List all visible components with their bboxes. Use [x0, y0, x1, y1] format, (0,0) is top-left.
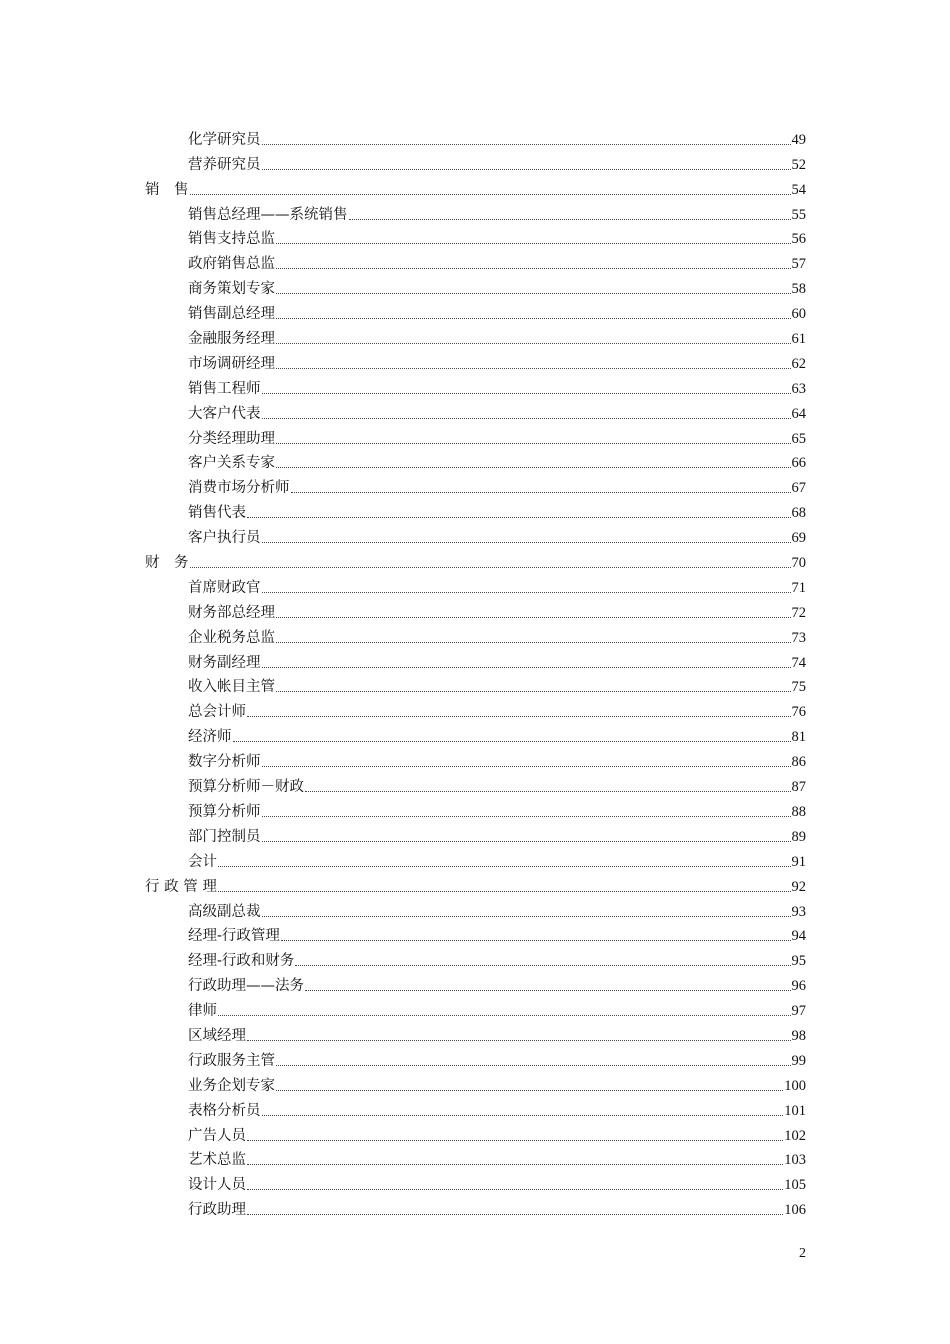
- toc-entry[interactable]: [0, 1194, 806, 1219]
- toc-dot-leader: [262, 542, 791, 543]
- toc-entry-page: 97: [791, 1003, 806, 1020]
- toc-entry-page: 95: [791, 953, 806, 970]
- toc-dot-leader: [276, 318, 791, 319]
- toc-entry[interactable]: [0, 522, 806, 547]
- toc-entry[interactable]: [0, 373, 806, 398]
- toc-entry-label: 业务企划专家: [188, 1077, 275, 1094]
- toc-dot-leader: [276, 343, 791, 344]
- toc-entry[interactable]: [0, 1120, 806, 1145]
- toc-entry-page: 92: [791, 878, 806, 895]
- toc-entry-label: 部门控制员: [188, 828, 261, 845]
- toc-entry-page: 61: [791, 331, 806, 348]
- toc-entry-page: 71: [791, 579, 806, 596]
- toc-entry[interactable]: [0, 945, 806, 970]
- toc-entry[interactable]: [0, 1169, 806, 1194]
- toc-entry[interactable]: [0, 995, 806, 1020]
- toc-entry[interactable]: [0, 348, 806, 373]
- toc-entry-label: 经理-行政和财务: [188, 953, 295, 970]
- toc-dot-leader: [247, 1189, 783, 1190]
- toc-entry-page: 70: [791, 555, 806, 572]
- toc-entry-page: 88: [791, 803, 806, 820]
- toc-entry-page: 75: [791, 679, 806, 696]
- toc-entry-page: 87: [791, 779, 806, 796]
- toc-entry-page: 103: [784, 1152, 806, 1169]
- toc-entry[interactable]: [0, 846, 806, 871]
- toc-entry[interactable]: [0, 771, 806, 796]
- toc-entry-label: 行政助理——法务: [188, 978, 304, 995]
- toc-entry[interactable]: [0, 647, 806, 672]
- toc-entry-page: 66: [791, 455, 806, 472]
- toc-entry[interactable]: [0, 298, 806, 323]
- toc-entry-label: 客户执行员: [188, 530, 261, 547]
- toc-dot-leader: [247, 1040, 791, 1041]
- toc-entry[interactable]: [0, 672, 806, 697]
- toc-dot-leader: [291, 492, 791, 493]
- toc-entry-page: 64: [791, 405, 806, 422]
- toc-dot-leader: [262, 393, 791, 394]
- toc-dot-leader: [247, 716, 791, 717]
- toc-entry-page: 52: [791, 156, 806, 173]
- toc-entry[interactable]: [0, 1095, 806, 1120]
- toc-entry[interactable]: [0, 796, 806, 821]
- toc-section-heading[interactable]: [0, 547, 806, 572]
- toc-dot-leader: [276, 1065, 791, 1066]
- toc-dot-leader: [190, 194, 791, 195]
- toc-entry-page: 96: [791, 978, 806, 995]
- toc-entry-label: 设计人员: [188, 1177, 246, 1194]
- toc-entry-label: 数字分析师: [188, 754, 261, 771]
- toc-entry-page: 65: [791, 430, 806, 447]
- toc-dot-leader: [262, 169, 791, 170]
- toc-entry-page: 81: [791, 729, 806, 746]
- toc-dot-leader: [218, 891, 791, 892]
- toc-entry-label: 财 务: [145, 555, 189, 572]
- toc-entry-label: 律师: [188, 1003, 217, 1020]
- toc-entry[interactable]: [0, 1070, 806, 1095]
- toc-entry-page: 56: [791, 231, 806, 248]
- toc-entry-page: 57: [791, 256, 806, 273]
- toc-dot-leader: [262, 816, 791, 817]
- toc-dot-leader: [262, 418, 791, 419]
- toc-entry[interactable]: [0, 224, 806, 249]
- toc-entry[interactable]: [0, 1020, 806, 1045]
- toc-entry-label: 市场调研经理: [188, 355, 275, 372]
- toc-dot-leader: [276, 243, 791, 244]
- toc-dot-leader: [276, 268, 791, 269]
- toc-entry-page: 106: [784, 1202, 806, 1219]
- toc-entry-page: 72: [791, 604, 806, 621]
- toc-entry-label: 会计: [188, 853, 217, 870]
- toc-dot-leader: [349, 219, 791, 220]
- toc-entry-label: 财务副经理: [188, 654, 261, 671]
- toc-entry-label: 区域经理: [188, 1027, 246, 1044]
- table-of-contents: [0, 124, 950, 1219]
- toc-entry-label: 财务部总经理: [188, 604, 275, 621]
- toc-entry-label: 广告人员: [188, 1127, 246, 1144]
- toc-entry-label: 企业税务总监: [188, 629, 275, 646]
- toc-entry[interactable]: [0, 149, 806, 174]
- toc-entry[interactable]: [0, 248, 806, 273]
- toc-entry[interactable]: [0, 921, 806, 946]
- toc-dot-leader: [190, 567, 791, 568]
- toc-entry-page: 101: [784, 1102, 806, 1119]
- toc-entry-label: 政府销售总监: [188, 256, 275, 273]
- toc-entry-label: 表格分析员: [188, 1102, 261, 1119]
- toc-entry-page: 67: [791, 480, 806, 497]
- toc-entry[interactable]: [0, 323, 806, 348]
- page-number: 2: [799, 1246, 806, 1261]
- toc-entry-page: 74: [791, 654, 806, 671]
- toc-entry-label: 营养研究员: [188, 156, 261, 173]
- toc-entry[interactable]: [0, 398, 806, 423]
- toc-entry-page: 63: [791, 380, 806, 397]
- toc-dot-leader: [305, 990, 791, 991]
- toc-dot-leader: [276, 691, 791, 692]
- toc-entry[interactable]: [0, 746, 806, 771]
- toc-dot-leader: [262, 841, 791, 842]
- toc-dot-leader: [262, 592, 791, 593]
- toc-entry-label: 首席财政官: [188, 579, 261, 596]
- toc-entry-page: 91: [791, 853, 806, 870]
- toc-entry-page: 58: [791, 281, 806, 298]
- toc-entry-page: 98: [791, 1027, 806, 1044]
- toc-entry-label: 大客户代表: [188, 405, 261, 422]
- toc-list: [0, 124, 806, 1219]
- toc-entry-label: 行 政 管 理: [145, 878, 217, 895]
- toc-entry-page: 68: [791, 505, 806, 522]
- toc-section-heading[interactable]: [0, 174, 806, 199]
- toc-dot-leader: [262, 144, 791, 145]
- toc-dot-leader: [247, 1214, 783, 1215]
- toc-entry-label: 总会计师: [188, 704, 246, 721]
- toc-entry[interactable]: [0, 273, 806, 298]
- toc-dot-leader: [276, 467, 791, 468]
- toc-entry[interactable]: [0, 199, 806, 224]
- toc-entry-label: 销售支持总监: [188, 231, 275, 248]
- toc-dot-leader: [247, 1140, 783, 1141]
- toc-entry[interactable]: [0, 1145, 806, 1170]
- toc-entry[interactable]: [0, 896, 806, 921]
- toc-entry-label: 化学研究员: [188, 131, 261, 148]
- toc-entry-label: 经理-行政管理: [188, 928, 280, 945]
- toc-entry-label: 行政助理: [188, 1202, 246, 1219]
- toc-entry-page: 60: [791, 306, 806, 323]
- toc-section-heading[interactable]: [0, 871, 806, 896]
- toc-dot-leader: [262, 766, 791, 767]
- toc-dot-leader: [262, 1115, 784, 1116]
- toc-dot-leader: [218, 1015, 791, 1016]
- toc-dot-leader: [276, 293, 791, 294]
- toc-entry-page: 89: [791, 828, 806, 845]
- toc-entry[interactable]: [0, 423, 806, 448]
- toc-entry-page: 102: [784, 1127, 806, 1144]
- toc-entry-label: 销 售: [145, 181, 189, 198]
- toc-entry-page: 94: [791, 928, 806, 945]
- toc-dot-leader: [218, 866, 791, 867]
- toc-entry-page: 99: [791, 1052, 806, 1069]
- toc-entry[interactable]: [0, 572, 806, 597]
- toc-dot-leader: [295, 965, 790, 966]
- toc-entry-page: 86: [791, 754, 806, 771]
- toc-entry[interactable]: [0, 622, 806, 647]
- toc-entry-page: 105: [784, 1177, 806, 1194]
- toc-entry-label: 金融服务经理: [188, 331, 275, 348]
- toc-entry-label: 客户关系专家: [188, 455, 275, 472]
- toc-entry-label: 高级副总裁: [188, 903, 261, 920]
- toc-entry-page: 93: [791, 903, 806, 920]
- toc-entry-label: 商务策划专家: [188, 281, 275, 298]
- toc-dot-leader: [247, 1164, 783, 1165]
- toc-entry-page: 55: [791, 206, 806, 223]
- toc-dot-leader: [305, 791, 791, 792]
- toc-entry-label: 销售副总经理: [188, 306, 275, 323]
- toc-dot-leader: [276, 617, 791, 618]
- toc-entry-page: 49: [791, 131, 806, 148]
- toc-entry[interactable]: [0, 472, 806, 497]
- toc-entry-label: 预算分析师－财政: [188, 779, 304, 796]
- toc-entry-label: 销售代表: [188, 505, 246, 522]
- toc-entry-page: 54: [791, 181, 806, 198]
- toc-entry-label: 销售工程师: [188, 380, 261, 397]
- toc-entry[interactable]: [0, 721, 806, 746]
- toc-entry[interactable]: [0, 448, 806, 473]
- toc-entry-label: 销售总经理——系统销售: [188, 206, 348, 223]
- toc-dot-leader: [233, 741, 791, 742]
- toc-entry[interactable]: [0, 1045, 806, 1070]
- toc-dot-leader: [276, 642, 791, 643]
- toc-entry-label: 分类经理助理: [188, 430, 275, 447]
- toc-entry-page: 73: [791, 629, 806, 646]
- toc-entry[interactable]: [0, 970, 806, 995]
- toc-entry-page: 69: [791, 530, 806, 547]
- toc-dot-leader: [276, 368, 791, 369]
- toc-entry-label: 艺术总监: [188, 1152, 246, 1169]
- toc-entry-page: 100: [784, 1077, 806, 1094]
- toc-dot-leader: [276, 443, 791, 444]
- toc-entry-label: 消费市场分析师: [188, 480, 290, 497]
- toc-entry-page: 62: [791, 355, 806, 372]
- toc-entry[interactable]: [0, 696, 806, 721]
- toc-entry-label: 预算分析师: [188, 803, 261, 820]
- toc-dot-leader: [262, 667, 791, 668]
- toc-entry-label: 行政服务主管: [188, 1052, 275, 1069]
- toc-dot-leader: [281, 940, 791, 941]
- toc-entry[interactable]: [0, 597, 806, 622]
- toc-dot-leader: [262, 916, 791, 917]
- toc-entry-label: 收入帐目主管: [188, 679, 275, 696]
- toc-dot-leader: [247, 517, 791, 518]
- toc-entry[interactable]: [0, 497, 806, 522]
- toc-dot-leader: [276, 1090, 783, 1091]
- toc-entry[interactable]: [0, 124, 806, 149]
- toc-entry-label: 经济师: [188, 729, 232, 746]
- toc-entry-page: 76: [791, 704, 806, 721]
- toc-entry[interactable]: [0, 821, 806, 846]
